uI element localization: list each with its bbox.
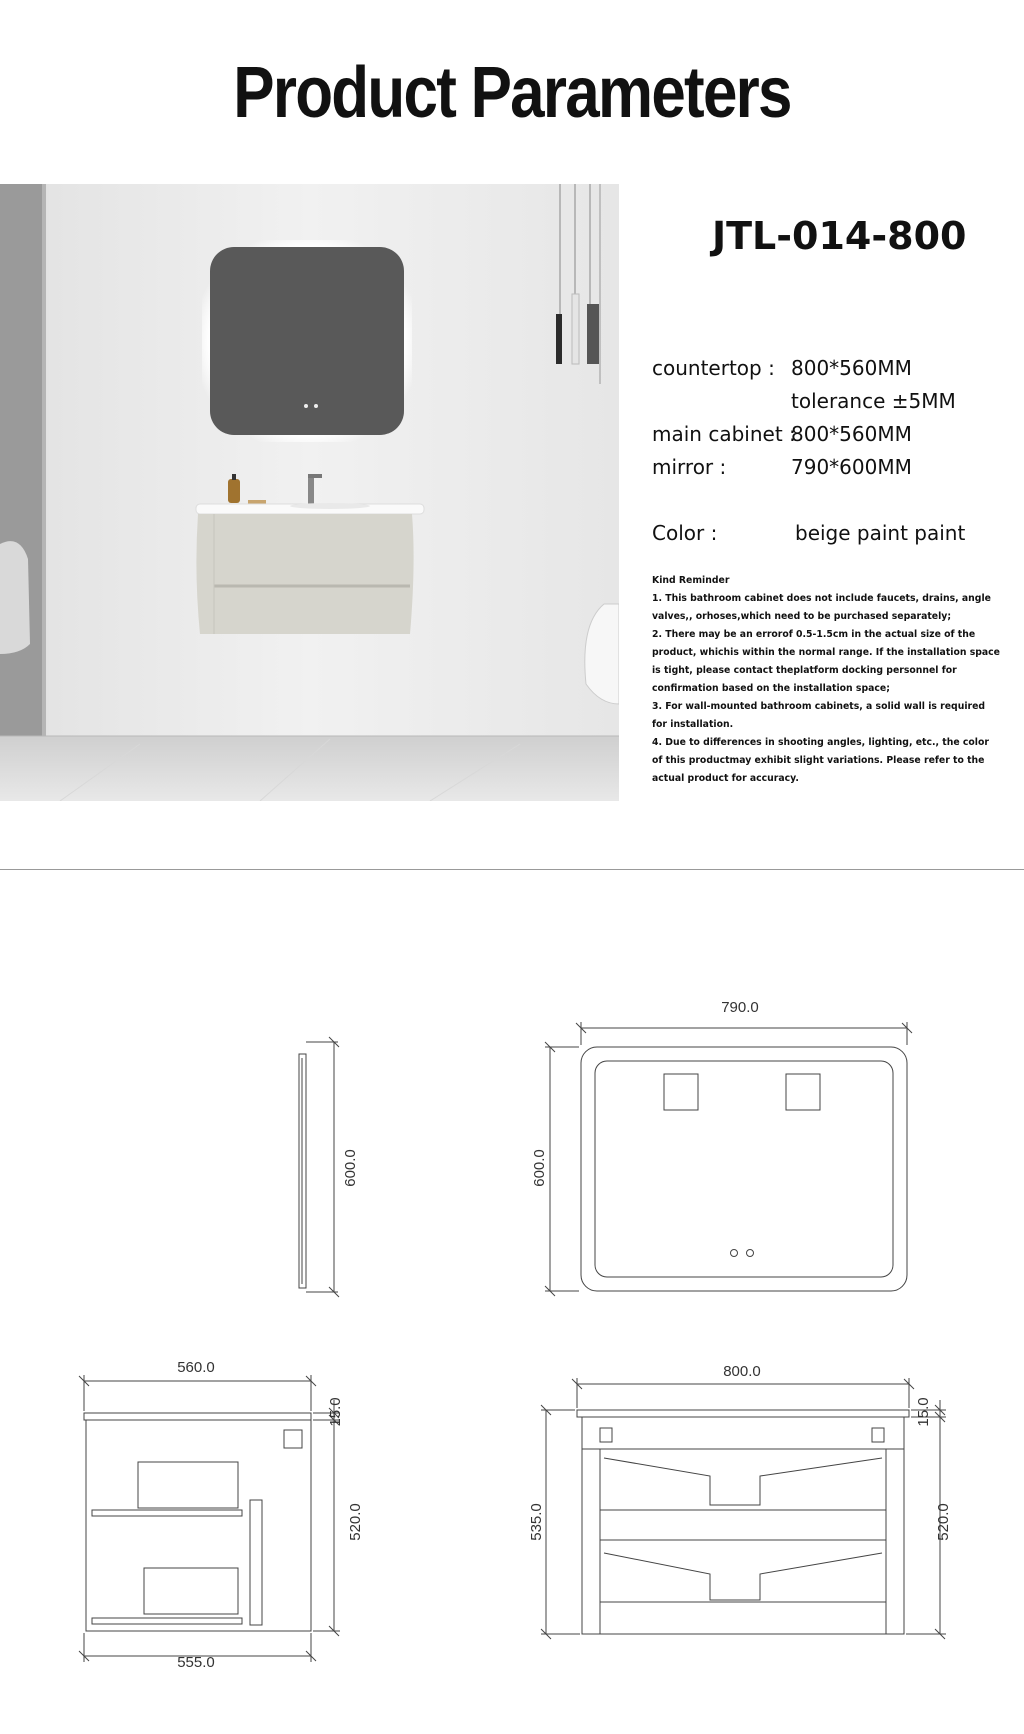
reminder-item: 2. There may be an errorof 0.5-1.5cm in the actual size of the product, whichis within the normal range. If the installation space is tight, please contact theplatform docking personnel for confirmation based on the installation space;: [652, 629, 1000, 694]
spec-value: 790*600MM: [791, 455, 912, 479]
spec-label: mirror :: [652, 455, 727, 479]
cabinet-side-view: [79, 1375, 340, 1662]
dim-cabinet-front-top-thickness: 15.0: [915, 1397, 932, 1427]
spec-value: 800*560MM: [791, 422, 912, 446]
dim-cabinet-side-height: 520.0: [347, 1503, 364, 1541]
spec-label: main cabinet :: [652, 422, 796, 446]
cabinet-front-view: [541, 1378, 946, 1639]
dim-cabinet-side-top: 560.0: [177, 1359, 215, 1376]
reminder-item: 1. This bathroom cabinet does not include faucets, drains, angle valves,, orhoses,which need to be purchased separately;: [652, 593, 991, 622]
dim-cabinet-front-body-height: 520.0: [935, 1503, 952, 1541]
spec-label: countertop :: [652, 356, 775, 380]
reminder-item: 3. For wall-mounted bathroom cabinets, a solid wall is required for installation.: [652, 701, 986, 730]
dim-mirror-side-height: 600.0: [342, 1149, 359, 1187]
reminder-item: 4. Due to differences in shooting angles, lighting, etc., the color of this productmay exhibit slight variations. Please refer to the actual product for accuracy.: [652, 737, 989, 784]
reminder-heading: Kind Reminder: [652, 575, 730, 586]
product-model: JTL-014-800: [712, 214, 967, 258]
spec-value: beige paint paint: [795, 521, 966, 545]
mirror-front-view: [545, 1022, 912, 1296]
dim-cabinet-front-width: 800.0: [723, 1363, 761, 1380]
dim-cabinet-side-top-thickness: 15.0: [327, 1397, 344, 1427]
spec-label: Color :: [652, 521, 718, 545]
spec-value: 800*560MM: [791, 356, 912, 380]
mirror-side-view: [299, 1037, 339, 1297]
page-title: Product Parameters: [233, 53, 791, 133]
dim-cabinet-side-bottom: 555.0: [177, 1654, 215, 1671]
dim-cabinet-front-height: 535.0: [528, 1503, 545, 1541]
spec-value: tolerance ±5MM: [791, 389, 956, 413]
dim-mirror-height: 600.0: [531, 1149, 548, 1187]
dim-mirror-width: 790.0: [721, 999, 759, 1016]
